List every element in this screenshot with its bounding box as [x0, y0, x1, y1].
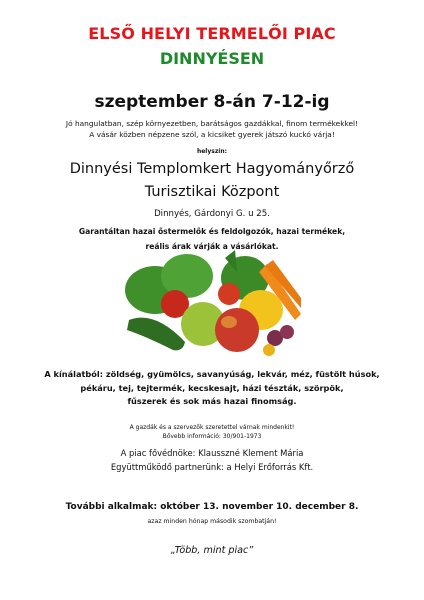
- patron-text: [0, 447, 424, 474]
- guarantee-line-2: reális árak várják a vásárlókat.: [145, 242, 279, 251]
- title-line-2: DINNYÉSEN: [159, 49, 265, 68]
- patron-line-2: Együttműködő partnerünk: a Helyi Erőforrás Kft.: [110, 461, 314, 472]
- venue-address: Dinnyés, Gárdonyi G. u 25.: [154, 209, 270, 219]
- offer-text: [0, 368, 424, 409]
- welcome-note: [0, 423, 424, 441]
- intro-text: [0, 118, 424, 140]
- greens-center: [161, 254, 213, 298]
- note-line-1: A gazdák és a szervezők szeretettel várnak mindenkit!: [129, 424, 295, 431]
- guarantee-line-1: Garantáltan hazai őstermelők és feldolgozók, hazai termékek,: [78, 227, 346, 236]
- tomato-2: [218, 283, 240, 305]
- venue-label: helyszín:: [196, 148, 228, 155]
- intro-line-1: Jó hangulatban, szép környezetben, barátságos gazdákkal, finom termékekkel!: [65, 119, 359, 128]
- more-dates: További alkalmak: október 13. november 10. december 8.: [65, 502, 359, 512]
- venue-name-line-2: Turisztikai Központ: [144, 184, 280, 200]
- monthly-note: azaz minden hónap második szombatján!: [147, 518, 277, 525]
- venue-name-line-1: Dinnyési Templomkert Hagyományőrző: [69, 161, 355, 177]
- plum-2: [280, 325, 294, 339]
- event-date: szeptember 8-án 7-12-ig: [94, 92, 330, 112]
- offer-line-2: pékáru, tej, tejtermék, kecskesajt, házi tészták, szörpök,: [80, 382, 344, 393]
- apricot: [263, 344, 275, 356]
- note-line-2: Bővebb információ: 30/901-1973: [162, 433, 262, 440]
- motto: „Több, mint piac”: [170, 545, 254, 556]
- cucumber: [127, 318, 185, 351]
- offer-line-1: A kínálatból: zöldség, gyümölcs, savanyúság, lekvár, méz, füstölt húsok,: [44, 369, 380, 379]
- intro-line-2: A vásár közben népzene szól, a kicsiket gyerek játszó kuckó várja!: [89, 130, 335, 139]
- fruit-vegetable-image: [125, 250, 301, 360]
- red-apple: [215, 308, 259, 352]
- apple-highlight: [221, 316, 237, 328]
- offer-line-3: fűszerek és sok más hazai finomság.: [127, 396, 297, 406]
- title-line-1: ELSŐ HELYI TERMELŐI PIAC: [88, 24, 336, 43]
- patron-line-1: A piac fővédnöke: Klausszné Klement Mária: [120, 448, 304, 458]
